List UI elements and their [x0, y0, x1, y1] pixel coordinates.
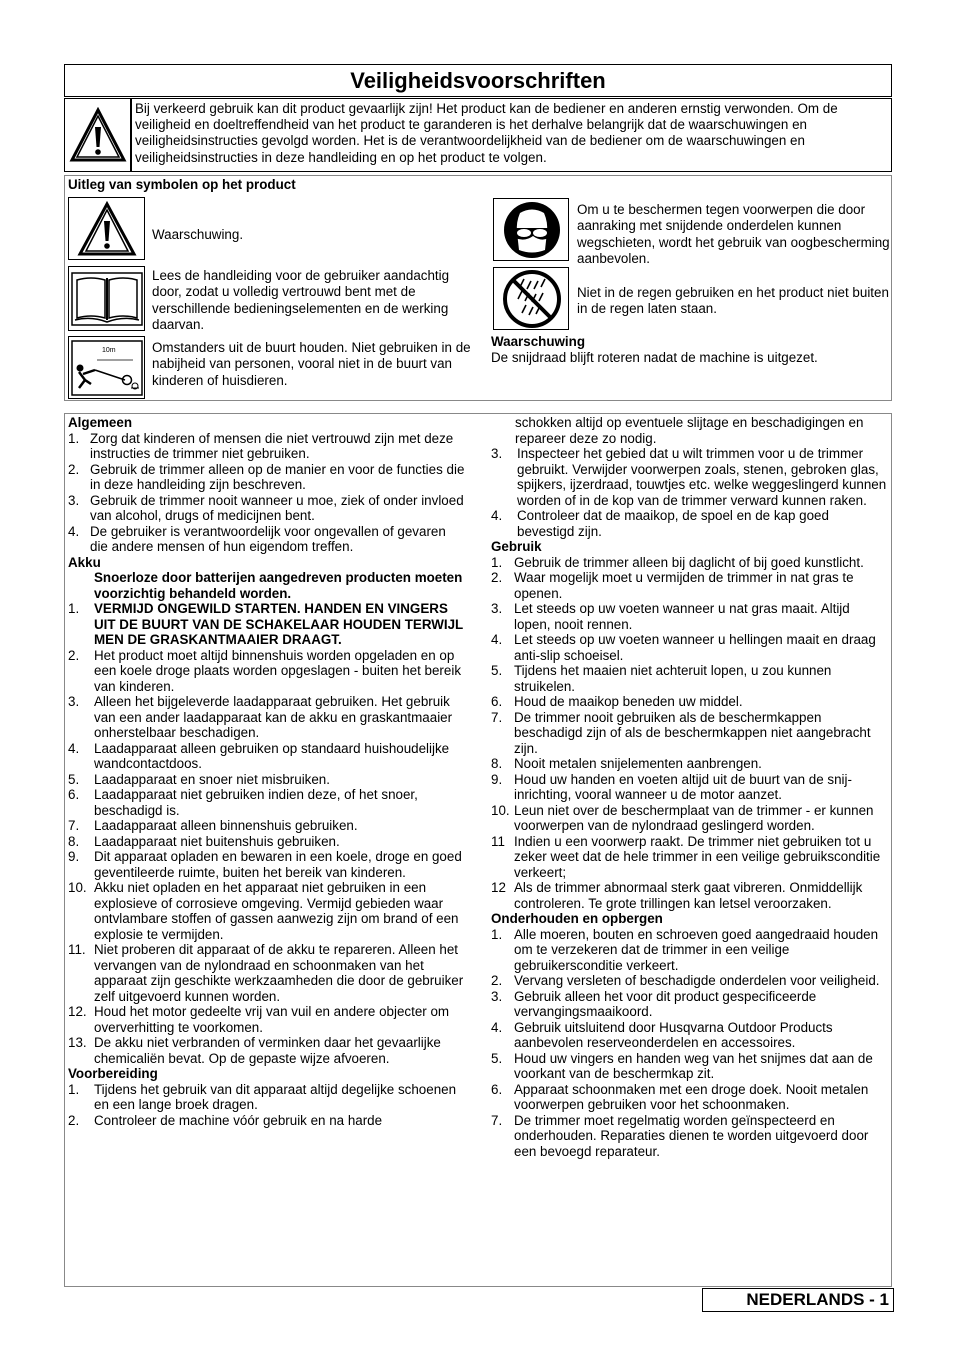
list-gebruik [491, 555, 889, 912]
list-item-text: Gebruik alleen het voor dit product gespecificeerde vervangingsmaaikoord. [514, 988, 817, 1019]
list-item-text: Laadapparaat alleen binnenshuis gebruiken. [94, 818, 358, 833]
list-item-number: 4. [491, 632, 503, 647]
list-item-number: 1. [68, 430, 80, 446]
list-item [491, 570, 889, 601]
list-item-text: Niet proberen dit apparaat of de akku te repareren. Alleen het vervangen van de nylondraad en schoonmaken van het apparaat zijn geschikte werkzaamheden die door de gebruiker zelf uitgevoerd kunnen worden. [94, 942, 464, 1004]
akku-intro: Snoerloze door batterijen aangedreven producten moeten voorzichtig behandeld worden. [94, 570, 463, 601]
list-item-text: Tijdens het maaien niet achteruit lopen, u zou kunnen struikelen. [514, 663, 832, 694]
no-rain-icon [501, 269, 563, 329]
list-item-number: 3. [68, 694, 80, 709]
list-item-number: 13. [68, 1035, 87, 1050]
warning-symbol-frame [68, 197, 145, 260]
list-item-number: 7. [491, 709, 503, 725]
list-item [68, 741, 465, 772]
list-item-text: Gebruik de trimmer alleen op de manier en voor de functies die in deze handleiding zijn beschreven. [90, 461, 465, 492]
list-item-text: Tijdens het gebruik van dit apparaat altijd degelijke schoenen en een lange broek dragen. [94, 1081, 457, 1112]
list-item-text: Laadapparaat en snoer niet misbruiken. [94, 771, 330, 787]
list-item-number: 8. [68, 833, 80, 849]
list-item [68, 942, 465, 1004]
list-item-text: Gebruik uitsluitend door Husqvarna Outdoor Products aanbevolen reserveonderdelen en accessoires. [514, 1019, 833, 1050]
list-item-text: Laadapparaat niet gebruiken indien deze, of het snoer, beschadigd is. [94, 787, 418, 818]
section-heading-onderhouden: Onderhouden en opbergen [491, 911, 663, 926]
list-item-text: Let steeds op uw voeten wanneer u nat gras maait. Altijd lopen, nooit rennen. [514, 601, 850, 632]
list-item [68, 601, 465, 648]
section-heading-algemeen: Algemeen [68, 415, 132, 430]
list-item [68, 694, 465, 741]
list-item-text: Gebruik de trimmer alleen bij daglicht of bij goed kunstlicht. [514, 554, 864, 570]
list-item-text: Akku niet opladen en het apparaat niet gebruiken in een explosieve of corrosieve omgeving. Vermijd gebieden waar ontvlambare stoffen of gassen aanwezig zijn om brand of een explosie te vermijden. [94, 880, 459, 942]
list-item-text: De trimmer moet regelmatig worden geïnspecteerd en onderhouden. Reparaties dienen te worden uitgevoerd door een bevoegd reparateur. [514, 1112, 869, 1159]
list-item [68, 462, 465, 493]
list-item [68, 849, 465, 880]
list-item-number: 9. [68, 849, 80, 864]
list-item-text: Het product moet altijd binnenshuis worden opgeladen en op een koele droge plaats worden opgeslagen - buiten het bereik van kinderen. [94, 647, 462, 694]
list-algemeen [68, 431, 465, 555]
waarschuwing-heading: Waarschuwing [491, 334, 585, 349]
list-item [68, 431, 465, 462]
list-item-number: 5. [68, 771, 80, 787]
list-item-number: 11. [68, 942, 86, 957]
page-language-tag: NEDERLANDS - 1 [702, 1288, 894, 1312]
list-item [68, 524, 465, 555]
list-item-number: 2. [491, 570, 503, 585]
list-voorbereiding-cont [491, 446, 889, 539]
list-item [491, 446, 889, 508]
warning-symbol-text: Waarschuwing. [152, 227, 244, 242]
left-column [68, 415, 465, 1128]
list-item-text: Waar mogelijk moet u vermijden de trimmer in nat gras te openen. [514, 570, 854, 601]
list-item [491, 508, 889, 539]
list-item [68, 1113, 465, 1129]
list-item-text: Alle moeren, bouten en schroeven goed aangedraaid houden om te verzekeren dat de trimmer in een veilige gebruikersconditie verkeert. [514, 926, 879, 973]
list-voorbereiding [68, 1082, 465, 1129]
list-item-text: Indien u een voorwerp raakt. De trimmer niet gebruiken tot u zeker weet dat de hele trimmer in een veilige gebruiksconditie verkeert; [514, 833, 881, 880]
list-item [68, 880, 465, 942]
list-item-number: 1. [491, 926, 503, 942]
list-item-text: VERMIJD ONGEWILD STARTEN. HANDEN EN VINGERS UIT DE BUURT VAN DE SCHAKELAAR HOUDEN TERWIJL MEN DE GRASKANTMAAIER DRAAGT. [94, 601, 463, 647]
list-item-number: 5. [491, 663, 503, 678]
no-rain-symbol-frame [493, 267, 569, 330]
section-heading-voorbereiding: Voorbereiding [68, 1066, 158, 1081]
symbols-section [64, 175, 892, 401]
eye-protection-icon [501, 200, 563, 260]
list-item-number: 4. [491, 1019, 503, 1035]
list-item-text: Laadapparaat niet buitenshuis gebruiken. [94, 833, 340, 849]
list-item [491, 927, 889, 974]
list-item-text: Let steeds op uw voeten wanneer u hellingen maait en draag anti-slip schoeisel. [514, 632, 876, 663]
list-akku [68, 601, 465, 1066]
list-item-text: Laadapparaat alleen gebruiken op standaard huishoudelijke wandcontactdoos. [94, 740, 450, 771]
bystanders-symbol-frame [68, 336, 145, 399]
list-item [491, 1020, 889, 1051]
list-item [491, 880, 889, 911]
list-item-number: 4. [491, 508, 503, 523]
list-item-number: 7. [491, 1112, 503, 1128]
list-item [68, 1004, 465, 1035]
section-heading-gebruik: Gebruik [491, 539, 542, 554]
list-item-number: 6. [68, 787, 80, 802]
page-title: Veiligheidsvoorschriften [64, 64, 892, 97]
list-item [491, 694, 889, 710]
list-item-number: 4. [68, 740, 80, 756]
list-item-text: Inspecteer het gebied dat u wilt trimmen voor u de trimmer gebruikt. Verwijder voorwerpen zoals, stenen, gebroken glas, spijkers, ijzerdraad, touwtjes etc. welke weggeslingerd kunnen worden of in de kop van de trimmer verward kunnen raken. [517, 446, 887, 508]
list-item [68, 493, 465, 524]
list-item [491, 803, 889, 834]
list-item-number: 1. [68, 601, 80, 616]
list-item-number: 3. [491, 988, 503, 1004]
list-item-number: 1. [491, 554, 503, 570]
list-item [491, 555, 889, 571]
list-item-text: Houd het motor gedeelte vrij van vuil en andere objecter om oververhitting te voorkomen. [94, 1004, 450, 1035]
list-item [68, 787, 465, 818]
bystanders-symbol-text: Omstanders uit de buurt houden. Niet gebruiken in de nabijheid van personen, vooral niet in de buurt van kinderen of huisdieren. [152, 340, 471, 388]
list-item [68, 818, 465, 834]
eye-protection-symbol-frame [493, 198, 569, 261]
list-item-text: Houd uw vingers en handen weg van het snijmes dat aan de voorkant van de beschermkap zit. [514, 1050, 873, 1081]
list-item-text: Leun niet over de beschermplaat van de trimmer - er kunnen voorwerpen van de nylondraad geslingerd worden. [514, 802, 874, 833]
list-item-text: De akku niet verbranden of verminken daar het gevaarlijke chemicaliën bevat. Op de gepaste wijze afvoeren. [94, 1035, 441, 1066]
list-item [491, 989, 889, 1020]
list-item-number: 4. [68, 523, 80, 539]
warning-triangle-icon [69, 107, 127, 163]
list-item-number: 2. [68, 461, 80, 477]
list-onderhouden [491, 927, 889, 1160]
instructions-section [64, 413, 892, 1287]
list-item-number: 2. [68, 1112, 80, 1128]
list-item-text: Alleen het bijgeleverde laadapparaat gebruiken. Het gebruik van een ander laadapparaat kan de akku en graskantmaaier onherstelbaar beschadigen. [94, 694, 453, 740]
list-item-number: 5. [491, 1050, 503, 1066]
eye-protection-text: Om u te beschermen tegen voorwerpen die door aanraking met snijdende onderdelen kunnen wegschieten, wordt het gebruik van oogbescherming aanbevolen. [577, 202, 890, 267]
list-item [68, 648, 465, 695]
list-item-text: Apparaat schoonmaken met een droge doek. Nooit metalen voorwerpen gebruiken voor het schoonmaken. [514, 1081, 869, 1112]
warning-triangle-icon [77, 201, 137, 257]
list-item-text: Dit apparaat opladen en bewaren in een koele, droge en goed geventileerde ruimte, buiten het bereik van kinderen. [94, 849, 462, 880]
symbols-heading: Uitleg van symbolen op het product [68, 177, 296, 192]
voorbereiding-continuation: schokken altijd op eventuele slijtage en beschadigingen en repareer deze zo nodig. [515, 415, 864, 446]
list-item-text: Controleer dat de maaikop, de spoel en de kap goed bevestigd zijn. [517, 508, 829, 539]
intro-warning-text: Bij verkeerd gebruik kan dit product gevaarlijk zijn! Het product kan de bediener en anderen ernstig verwonden. Om de veiligheid en doeltreffendheid van het product te garanderen is het derhalve belangrijk dat de waarschuwingen en veiligheidsinstructies gevolgd worden. Het is de verantwoordelijkheid van de bediener om de waarschuwingen en veiligheidsinstructies in deze handleiding en op het product te volgen. [131, 98, 892, 172]
waarschuwing-text: De snijdraad blijft roteren nadat de machine is uitgezet. [491, 350, 818, 365]
manual-symbol-text: Lees de handleiding voor de gebruiker aandachtig door, zodat u volledig vertrouwd bent met de verschillende bedieningselementen en de werking daarvan. [152, 268, 450, 333]
list-item [68, 1082, 465, 1113]
list-item [491, 973, 889, 989]
list-item-text: De gebruiker is verantwoordelijk voor ongevallen of gevaren die andere mensen of hun eigendom treffen. [90, 523, 446, 554]
list-item-text: Als de trimmer abnormaal sterk gaat vibreren. Onmiddellijk controleren. Te grote trillingen kan letsel veroorzaken. [514, 880, 863, 911]
open-book-icon [71, 272, 143, 326]
list-item [491, 1113, 889, 1160]
list-item-text: Controleer de machine vóór gebruik en na harde [94, 1112, 383, 1128]
list-item [491, 632, 889, 663]
list-item-text: Gebruik de trimmer nooit wanneer u moe, ziek of onder invloed van alcohol, drugs of medicijnen bent. [90, 492, 464, 523]
no-rain-text: Niet in de regen gebruiken en het product niet buiten in de regen laten staan. [577, 285, 889, 317]
list-item [491, 663, 889, 694]
list-item-number: 12. [68, 1004, 87, 1019]
list-item [491, 601, 889, 632]
list-item [491, 1051, 889, 1082]
list-item [491, 772, 889, 803]
distance-label: 10m [102, 347, 116, 354]
list-item [68, 834, 465, 850]
list-item-number: 9. [491, 771, 503, 787]
list-item-text: Vervang versleten of beschadigde onderdelen voor veiligheid. [514, 973, 880, 988]
section-heading-akku: Akku [68, 554, 101, 570]
list-item-number: 3. [491, 601, 503, 616]
list-item-text: Zorg dat kinderen of mensen die niet vertrouwd zijn met deze instructies de trimmer niet gebruiken. [90, 430, 454, 461]
list-item-number: 10. [491, 802, 510, 818]
list-item [68, 1035, 465, 1066]
list-item-text: Houd de maaikop beneden uw middel. [514, 694, 743, 709]
intro-warning-box [64, 98, 892, 172]
list-item [491, 834, 889, 881]
list-item-text: Houd uw handen en voeten altijd uit de buurt van de snij-inrichting, vooral wanneer u de motor aanzet. [514, 771, 852, 802]
manual-symbol-frame [68, 266, 145, 331]
list-item-number: 1. [68, 1081, 80, 1097]
intro-warning-icon-cell [64, 98, 131, 172]
list-item-number: 3. [491, 446, 503, 461]
list-item-number: 12 [491, 880, 506, 895]
list-item [491, 1082, 889, 1113]
list-item-number: 3. [68, 492, 80, 508]
list-item-text: De trimmer nooit gebruiken als de beschermkappen beschadigd zijn of als de beschermkappen niet aangebracht zijn. [514, 709, 871, 756]
list-item-number: 11 [491, 833, 505, 849]
list-item [68, 772, 465, 788]
list-item-number: 7. [68, 818, 80, 833]
list-item-number: 10. [68, 880, 87, 895]
list-item-number: 6. [491, 694, 503, 709]
right-column [491, 415, 889, 1159]
list-item-number: 2. [68, 647, 80, 663]
list-item [491, 756, 889, 772]
list-item [491, 710, 889, 757]
list-item-text: Nooit metalen snijelementen aanbrengen. [514, 756, 762, 771]
list-item-number: 6. [491, 1081, 503, 1097]
list-item-number: 8. [491, 756, 503, 771]
list-item-number: 2. [491, 973, 503, 988]
